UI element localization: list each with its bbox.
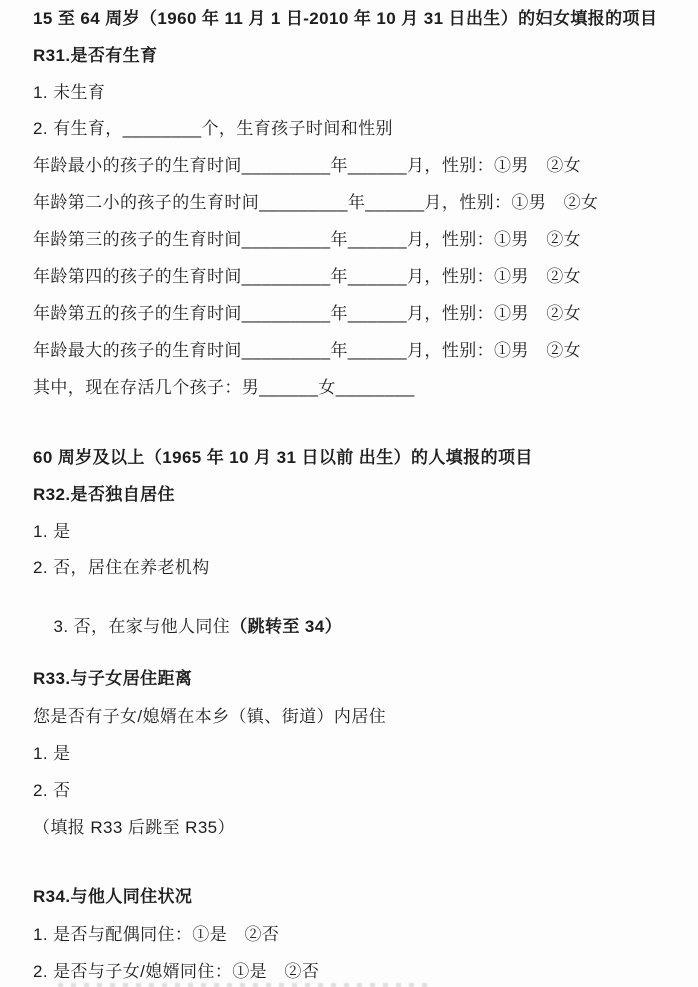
q33-title: R33.与子女居住距离 [33,669,193,688]
q31-child-row-youngest: 年龄最小的孩子的生育时间_________年______月，性别：①男 ②女 [33,156,582,175]
q31-child-row-oldest: 年龄最大的孩子的生育时间_________年______月，性别：①男 ②女 [33,341,582,360]
q32-option-3-skip-note: （跳转至 34） [230,617,343,636]
q31-option-1: 1. 未生育 [33,83,106,102]
q32-option-3-text: 3. 否，在家与他人同住 [53,617,231,636]
q31-child-row-fifth: 年龄第五的孩子的生育时间_________年______月，性别：①男 ②女 [33,304,582,323]
q32-option-1: 1. 是 [33,522,71,541]
q31-child-row-second-youngest: 年龄第二小的孩子的生育时间_________年______月，性别：①男 ②女 [33,193,599,212]
q34-title: R34.与他人同住状况 [33,887,193,906]
q32-option-2: 2. 否，居住在养老机构 [33,558,210,577]
section-women-header: 15 至 64 周岁（1960 年 11 月 1 日-2010 年 10 月 31 日出生）的妇女填报的项目 [33,9,658,28]
cropped-next-line-artifact [58,983,428,987]
q31-child-row-fourth: 年龄第四的孩子的生育时间_________年______月，性别：①男 ②女 [33,267,582,286]
q31-option-2: 2. 有生育，________个，生育孩子时间和性别 [33,119,393,138]
q33-skip-note: （填报 R33 后跳至 R35） [33,818,235,837]
q33-option-2: 2. 否 [33,781,71,800]
q33-question: 您是否有子女/媳婿在本乡（镇、街道）内居住 [33,707,387,726]
q33-option-1: 1. 是 [33,744,71,763]
q34-item-1: 1. 是否与配偶同住：①是 ②否 [33,925,280,944]
q34-item-2: 2. 是否与子女/媳婿同住：①是 ②否 [33,962,320,981]
q31-child-row-third: 年龄第三的孩子的生育时间_________年______月，性别：①男 ②女 [33,230,582,249]
section-elderly-header: 60 周岁及以上（1965 年 10 月 31 日以前 出生）的人填报的项目 [33,448,533,467]
q32-title: R32.是否独自居住 [33,485,175,504]
q32-option-3 [33,595,342,658]
q31-surviving-children-line: 其中，现在存活几个孩子：男______女________ [33,378,415,397]
q31-title: R31.是否有生育 [33,46,158,65]
